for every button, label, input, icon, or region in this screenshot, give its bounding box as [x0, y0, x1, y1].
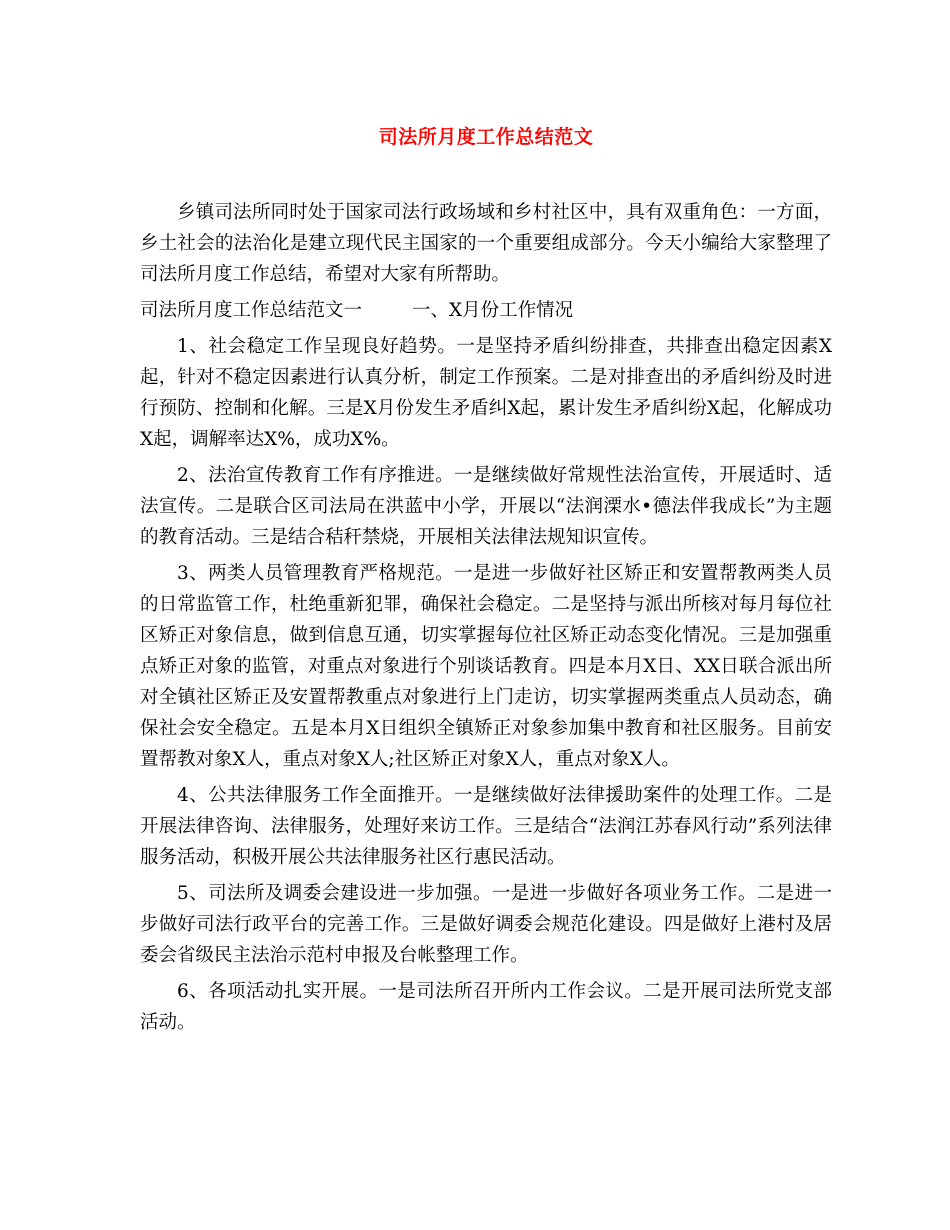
item-paragraph-6: 6、各项活动扎实开展。一是司法所召开所内工作会议。二是开展司法所党支部活动。	[140, 981, 832, 1033]
item-paragraph-4: 4、公共法律服务工作全面推开。一是继续做好法律援助案件的处理工作。二是开展法律咨询、法律服务，处理好来访工作。三是结合“法润江苏春风行动”系列法律服务活动，积极开展公共法律服务社区行惠民活动。	[140, 785, 832, 868]
section-heading: 一、X月份工作情况	[412, 300, 574, 321]
item-paragraph-2: 2、法治宣传教育工作有序推进。一是继续做好常规性法治宣传，开展适时、适法宣传。二是联合区司法局在洪蓝中小学，开展以“法润溧水•德法伴我成长”为主题的教育活动。三是结合秸秆禁烧，开展相关法律法规知识宣传。	[140, 465, 832, 548]
item-paragraph-1: 1、社会稳定工作呈现良好趋势。一是坚持矛盾纠纷排查，共排查出稳定因素X起，针对不稳定因素进行认真分析，制定工作预案。二是对排查出的矛盾纠纷及时进行预防、控制和化解。三是X月份发生矛盾纠X起，累计发生矛盾纠纷X起，化解成功X起，调解率达X%，成功X%。	[140, 336, 832, 450]
document-title: 司法所月度工作总结范文	[378, 126, 594, 148]
intro-paragraph: 乡镇司法所同时处于国家司法行政场域和乡村社区中，具有双重角色：一方面，乡土社会的法治化是建立现代民主国家的一个重要组成部分。今天小编给大家整理了司法所月度工作总结，希望对大家有所帮助。	[140, 202, 832, 285]
document-subtitle: 司法所月度工作总结范文一	[140, 300, 363, 321]
item-paragraph-3: 3、两类人员管理教育严格规范。一是进一步做好社区矫正和安置帮教两类人员的日常监管工作，杜绝重新犯罪，确保社会稳定。二是坚持与派出所核对每月每位社区矫正对象信息，做到信息互通，切实掌握每位社区矫正动态变化情况。三是加强重点矫正对象的监管，对重点对象进行个别谈话教育。四是本月X日、XX日联合派出所对全镇社区矫正及安置帮教重点对象进行上门走访，切实掌握两类重点人员动态，确保社会安全稳定。五是本月X日组织全镇矫正对象参加集中教育和社区服务。目前安置帮教对象X人，重点对象X人;社区矫正对象X人，重点对象X人。	[140, 563, 832, 770]
subtitle-line	[140, 295, 832, 326]
item-paragraph-5: 5、司法所及调委会建设进一步加强。一是进一步做好各项业务工作。二是进一步做好司法行政平台的完善工作。三是做好调委会规范化建设。四是做好上港村及居委会省级民主法治示范村申报及台帐整理工作。	[140, 883, 832, 966]
